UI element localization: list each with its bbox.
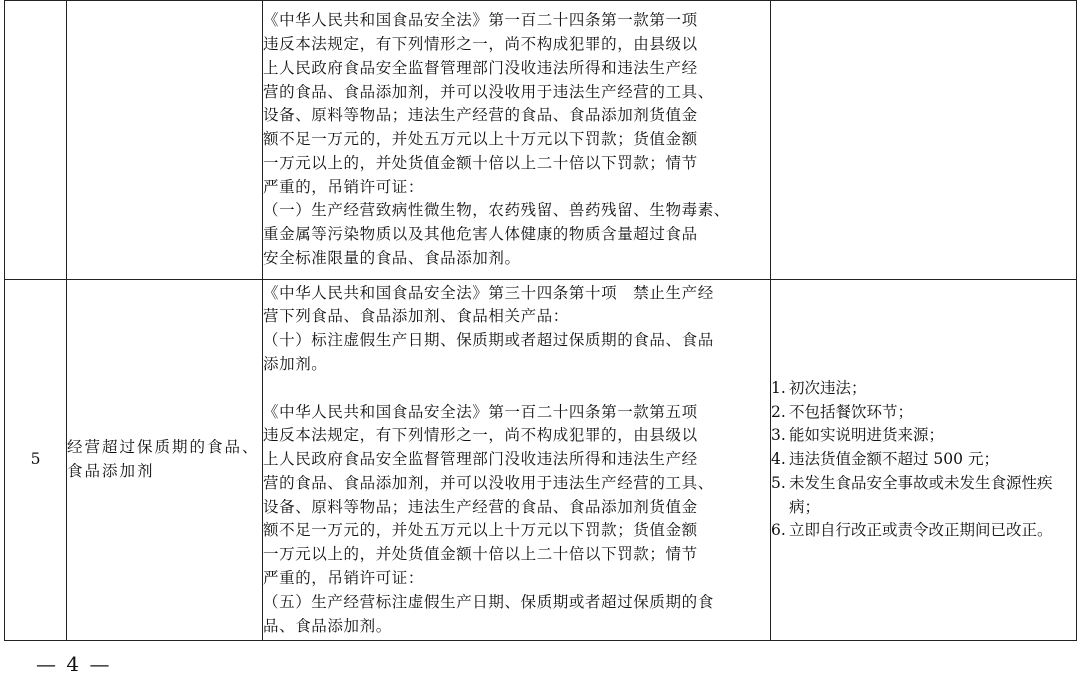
legal-line: 严重的，吊销许可证：: [263, 569, 425, 588]
legal-line: 营的食品、食品添加剂，并可以没收用于违法生产经营的工具、: [263, 473, 714, 492]
legal-line: 严重的，吊销许可证：: [263, 177, 425, 196]
legal-line: 一万元以上的，并处货值金额十倍以上二十倍以下罚款；情节: [263, 545, 698, 564]
condition-text: 能如实说明进货来源；: [789, 426, 945, 445]
legal-line: 额不足一万元的，并处五万元以上十万元以下罚款；货值金额: [263, 521, 698, 540]
condition-item: [771, 424, 1076, 448]
legal-line: 设备、原料等物品；违法生产经营的食品、食品添加剂货值金: [263, 497, 698, 516]
table-row: [5, 280, 1077, 641]
page-number: — 4 —: [36, 652, 112, 676]
condition-item: [771, 519, 1076, 543]
condition-item: [771, 401, 1076, 425]
row-index-cell: [5, 1, 67, 280]
legal-line: 营的食品、食品添加剂，并可以没收用于违法生产经营的工具、: [263, 82, 714, 101]
legal-line: 《中华人民共和国食品安全法》第一百二十四条第一款第五项: [263, 402, 698, 421]
legal-line: 违反本法规定，有下列情形之一，尚不构成犯罪的，由县级以: [263, 426, 698, 445]
condition-item: [771, 472, 1076, 520]
legal-line: 设备、原料等物品；违法生产经营的食品、食品添加剂货值金: [263, 106, 698, 125]
legal-line: 重金属等污染物质以及其他危害人体健康的物质含量超过食品: [263, 225, 698, 244]
table-row: [5, 1, 1077, 280]
condition-number: 5.: [771, 473, 786, 492]
row-index-cell: 5: [5, 280, 67, 641]
legal-line: （五）生产经营标注虚假生产日期、保质期或者超过保质期的食: [263, 592, 714, 611]
legal-basis-cell: [263, 280, 771, 641]
condition-text: 未发生食品安全事故或未发生食源性疾病；: [789, 473, 1053, 516]
condition-number: 6.: [771, 521, 786, 540]
condition-text: 初次违法；: [789, 378, 867, 397]
conditions-cell: [771, 280, 1077, 641]
legal-line: 添加剂。: [263, 354, 328, 373]
legal-line: 违反本法规定，有下列情形之一，尚不构成犯罪的，由县级以: [263, 34, 698, 53]
violation-item-cell: [67, 1, 263, 280]
condition-text: 违法货值金额不超过 500 元；: [789, 450, 999, 469]
legal-line: 一万元以上的，并处货值金额十倍以上二十倍以下罚款；情节: [263, 153, 698, 172]
legal-line: 上人民政府食品安全监督管理部门没收违法所得和违法生产经: [263, 58, 698, 77]
violation-item-cell: 经营超过保质期的食品、食品添加剂: [67, 280, 263, 641]
condition-number: 2.: [771, 402, 786, 421]
condition-item: [771, 377, 1076, 401]
condition-number: 4.: [771, 450, 786, 469]
condition-text: 不包括餐饮环节；: [789, 402, 914, 421]
conditions-cell: [771, 1, 1077, 280]
condition-number: 1.: [771, 378, 786, 397]
legal-line: 品、食品添加剂。: [263, 616, 392, 635]
penalty-table: [4, 0, 1077, 641]
paragraph-gap: [263, 377, 770, 401]
legal-basis-cell: [263, 1, 771, 280]
condition-text: 立即自行改正或责令改正期间已改正。: [789, 521, 1053, 540]
legal-line: （一）生产经营致病性微生物，农药残留、兽药残留、生物毒素、: [263, 201, 730, 220]
legal-line: （十）标注虚假生产日期、保质期或者超过保质期的食品、食品: [263, 331, 714, 350]
legal-line: 营下列食品、食品添加剂、食品相关产品：: [263, 307, 569, 326]
legal-line: 额不足一万元的，并处五万元以上十万元以下罚款；货值金额: [263, 130, 698, 149]
legal-line: 《中华人民共和国食品安全法》第三十四条第十项 禁止生产经: [263, 283, 714, 302]
condition-number: 3.: [771, 426, 786, 445]
legal-line: 上人民政府食品安全监督管理部门没收违法所得和违法生产经: [263, 450, 698, 469]
legal-line: 《中华人民共和国食品安全法》第一百二十四条第一款第一项: [263, 11, 698, 30]
condition-item: [771, 448, 1076, 472]
legal-line: 安全标准限量的食品、食品添加剂。: [263, 249, 521, 268]
